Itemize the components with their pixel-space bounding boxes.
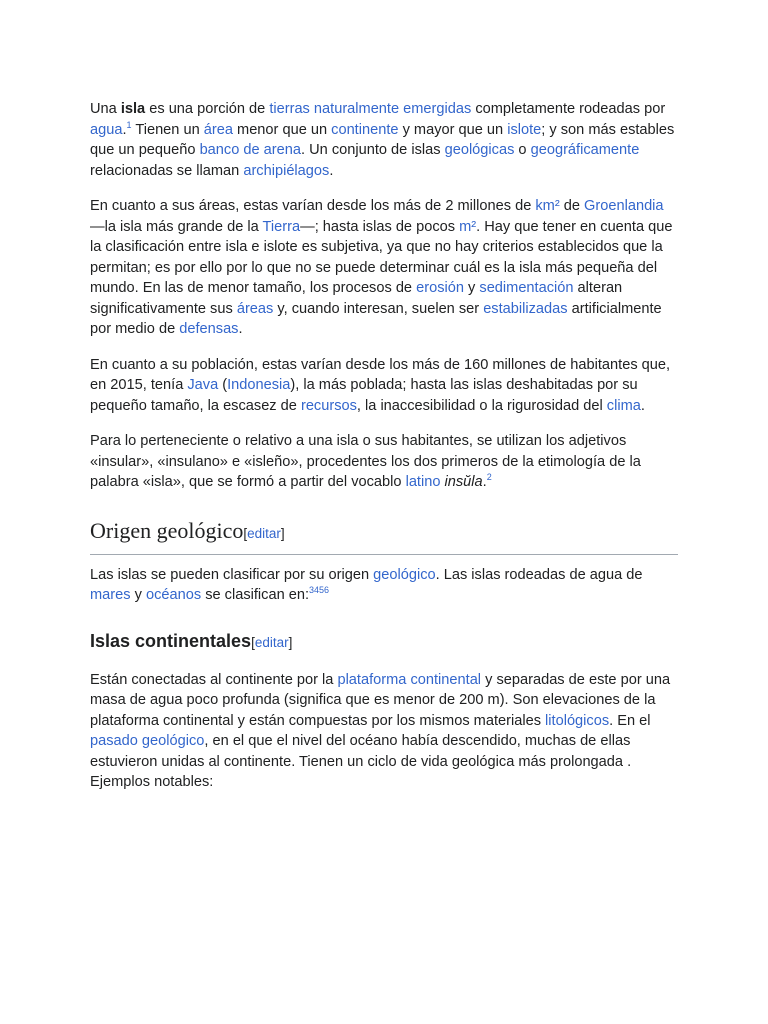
text: . xyxy=(640,397,645,414)
link-estabilizadas[interactable]: estabilizadas xyxy=(483,300,568,317)
text: de xyxy=(559,198,585,214)
link-pasado-geologico[interactable]: pasado geológico xyxy=(90,733,205,749)
text: ), la más poblada; hasta las islas deshabitadas por su pequeño tamaño, la escasez de xyxy=(90,377,638,414)
text: ( xyxy=(218,377,228,393)
text: ; y son más estables que un pequeño xyxy=(90,121,675,158)
section-heading-origen xyxy=(90,517,678,555)
text: . xyxy=(482,474,487,490)
article-content xyxy=(90,99,678,808)
text: , en el que el nivel del océano había descendido, muchas de ellas estuvieron unidas al continente. Tienen un ciclo de vida geológica más prolongada . Ejemplos notables: xyxy=(90,733,632,790)
link-banco-de-arena[interactable]: banco de arena xyxy=(199,142,301,158)
edit-link[interactable]: editar xyxy=(254,634,289,650)
text: y, cuando interesan, suelen ser xyxy=(273,300,484,317)
bold-term: isla xyxy=(120,101,146,117)
paragraph-poblacion xyxy=(90,355,678,417)
text: En cuanto a su población, estas varían desde los más de 160 millones de habitantes que, en 2015, tenía xyxy=(90,356,671,393)
reference-2[interactable]: 2 xyxy=(486,472,492,483)
link-archipielagos[interactable]: archipiélagos xyxy=(243,162,330,179)
link-sedimentacion[interactable]: sedimentación xyxy=(479,280,574,296)
link-tierras-emergidas[interactable]: tierras naturalmente emergidas xyxy=(269,101,472,117)
text: y xyxy=(463,280,480,296)
text: Las islas se pueden clasificar por su origen xyxy=(90,566,374,583)
text: se clasifican en: xyxy=(201,587,310,603)
bracket: [ xyxy=(243,525,248,541)
link-latino[interactable]: latino xyxy=(405,474,441,490)
link-islote[interactable]: islote xyxy=(507,121,542,138)
link-mares[interactable]: mares xyxy=(90,587,131,603)
reference-3456[interactable]: 3456 xyxy=(309,585,330,596)
text: relacionadas se llaman xyxy=(90,162,244,179)
link-erosion[interactable]: erosión xyxy=(416,280,464,296)
section-title: Origen geológico xyxy=(90,517,244,543)
link-indonesia[interactable]: Indonesia xyxy=(227,377,291,393)
subsection-heading-islas-continentales xyxy=(90,628,678,656)
text: . En el xyxy=(609,712,651,729)
text: . xyxy=(238,321,243,337)
bracket: ] xyxy=(288,634,293,650)
text: —la isla más grande de la xyxy=(90,218,263,235)
text: menor que un xyxy=(232,121,332,138)
reference-1[interactable]: 1 xyxy=(126,119,132,130)
link-agua[interactable]: agua xyxy=(90,121,123,138)
text: Están conectadas al continente por la xyxy=(90,671,338,688)
link-m2[interactable]: m² xyxy=(459,218,477,235)
paragraph-clasificacion xyxy=(90,565,678,606)
text: Para lo perteneciente o relativo a una isla o sus habitantes, se utilizan los adjetivos «insular», «insulano» e «isleño», procedentes los dos primeros de la etimología de la palabra «isla», que se formó a partir del vocablo xyxy=(90,433,641,490)
text: . Hay que tener en cuenta que la clasificación entre isla e islote es subjetiva, ya que no hay criterios establecidos que la permitan; es por ello por lo que no se puede determinar cuál es la isla más pequeña del mundo. En las de menor tamaño, los procesos de xyxy=(90,218,673,296)
link-recursos[interactable]: recursos xyxy=(300,397,357,414)
text: artificialmente por medio de xyxy=(90,300,662,337)
text: En cuanto a sus áreas, estas varían desde los más de 2 millones de xyxy=(90,198,536,214)
edit-link[interactable]: editar xyxy=(247,525,281,541)
link-groenlandia[interactable]: Groenlandia xyxy=(584,198,664,214)
link-area[interactable]: área xyxy=(203,121,233,138)
bracket: ] xyxy=(280,525,285,541)
text: . Un conjunto de islas xyxy=(301,142,445,158)
text: . xyxy=(122,121,127,138)
link-oceanos[interactable]: océanos xyxy=(145,587,202,603)
paragraph-intro xyxy=(90,99,678,181)
link-clima[interactable]: clima xyxy=(606,397,641,414)
text: y separadas de este por una masa de agua poco profunda (significa que es menor de 200 m). Son elevaciones de la plataforma continental y están compuestas por los mismos materiales xyxy=(90,671,671,729)
link-litologicos[interactable]: litológicos xyxy=(545,712,610,729)
text: alteran significativamente sus xyxy=(90,280,623,317)
link-geologico[interactable]: geológico xyxy=(373,566,436,583)
text: Tienen un xyxy=(131,121,204,138)
link-geograficamente[interactable]: geográficamente xyxy=(530,142,640,158)
link-java[interactable]: Java xyxy=(187,377,219,393)
bracket: [ xyxy=(251,634,255,650)
text: o xyxy=(514,142,531,158)
paragraph-continentales xyxy=(90,670,678,793)
text: y xyxy=(130,587,146,603)
text: —; hasta islas de pocos xyxy=(300,218,460,235)
text: y mayor que un xyxy=(398,121,508,138)
link-km2[interactable]: km² xyxy=(535,198,560,214)
edit-section-link xyxy=(243,526,284,541)
link-tierra[interactable]: Tierra xyxy=(262,218,301,235)
italic-term: insŭla xyxy=(444,474,483,490)
link-plataforma-continental[interactable]: plataforma continental xyxy=(337,671,482,688)
paragraph-adjetivos xyxy=(90,431,678,493)
text: . Las islas rodeadas de agua de xyxy=(435,566,643,583)
text: . xyxy=(329,162,334,179)
text: Una xyxy=(90,101,121,117)
text: es una porción de xyxy=(145,101,270,117)
link-defensas[interactable]: defensas xyxy=(179,321,239,337)
link-areas[interactable]: áreas xyxy=(236,300,274,317)
text: completamente rodeadas por xyxy=(471,101,666,117)
subsection-title: Islas continentales xyxy=(90,630,252,651)
link-continente[interactable]: continente xyxy=(331,121,399,138)
paragraph-areas xyxy=(90,196,678,340)
link-geologicas[interactable]: geológicas xyxy=(444,142,515,158)
edit-subsection-link xyxy=(251,635,292,650)
text: , la inaccesibilidad o la rigurosidad del xyxy=(356,397,607,414)
